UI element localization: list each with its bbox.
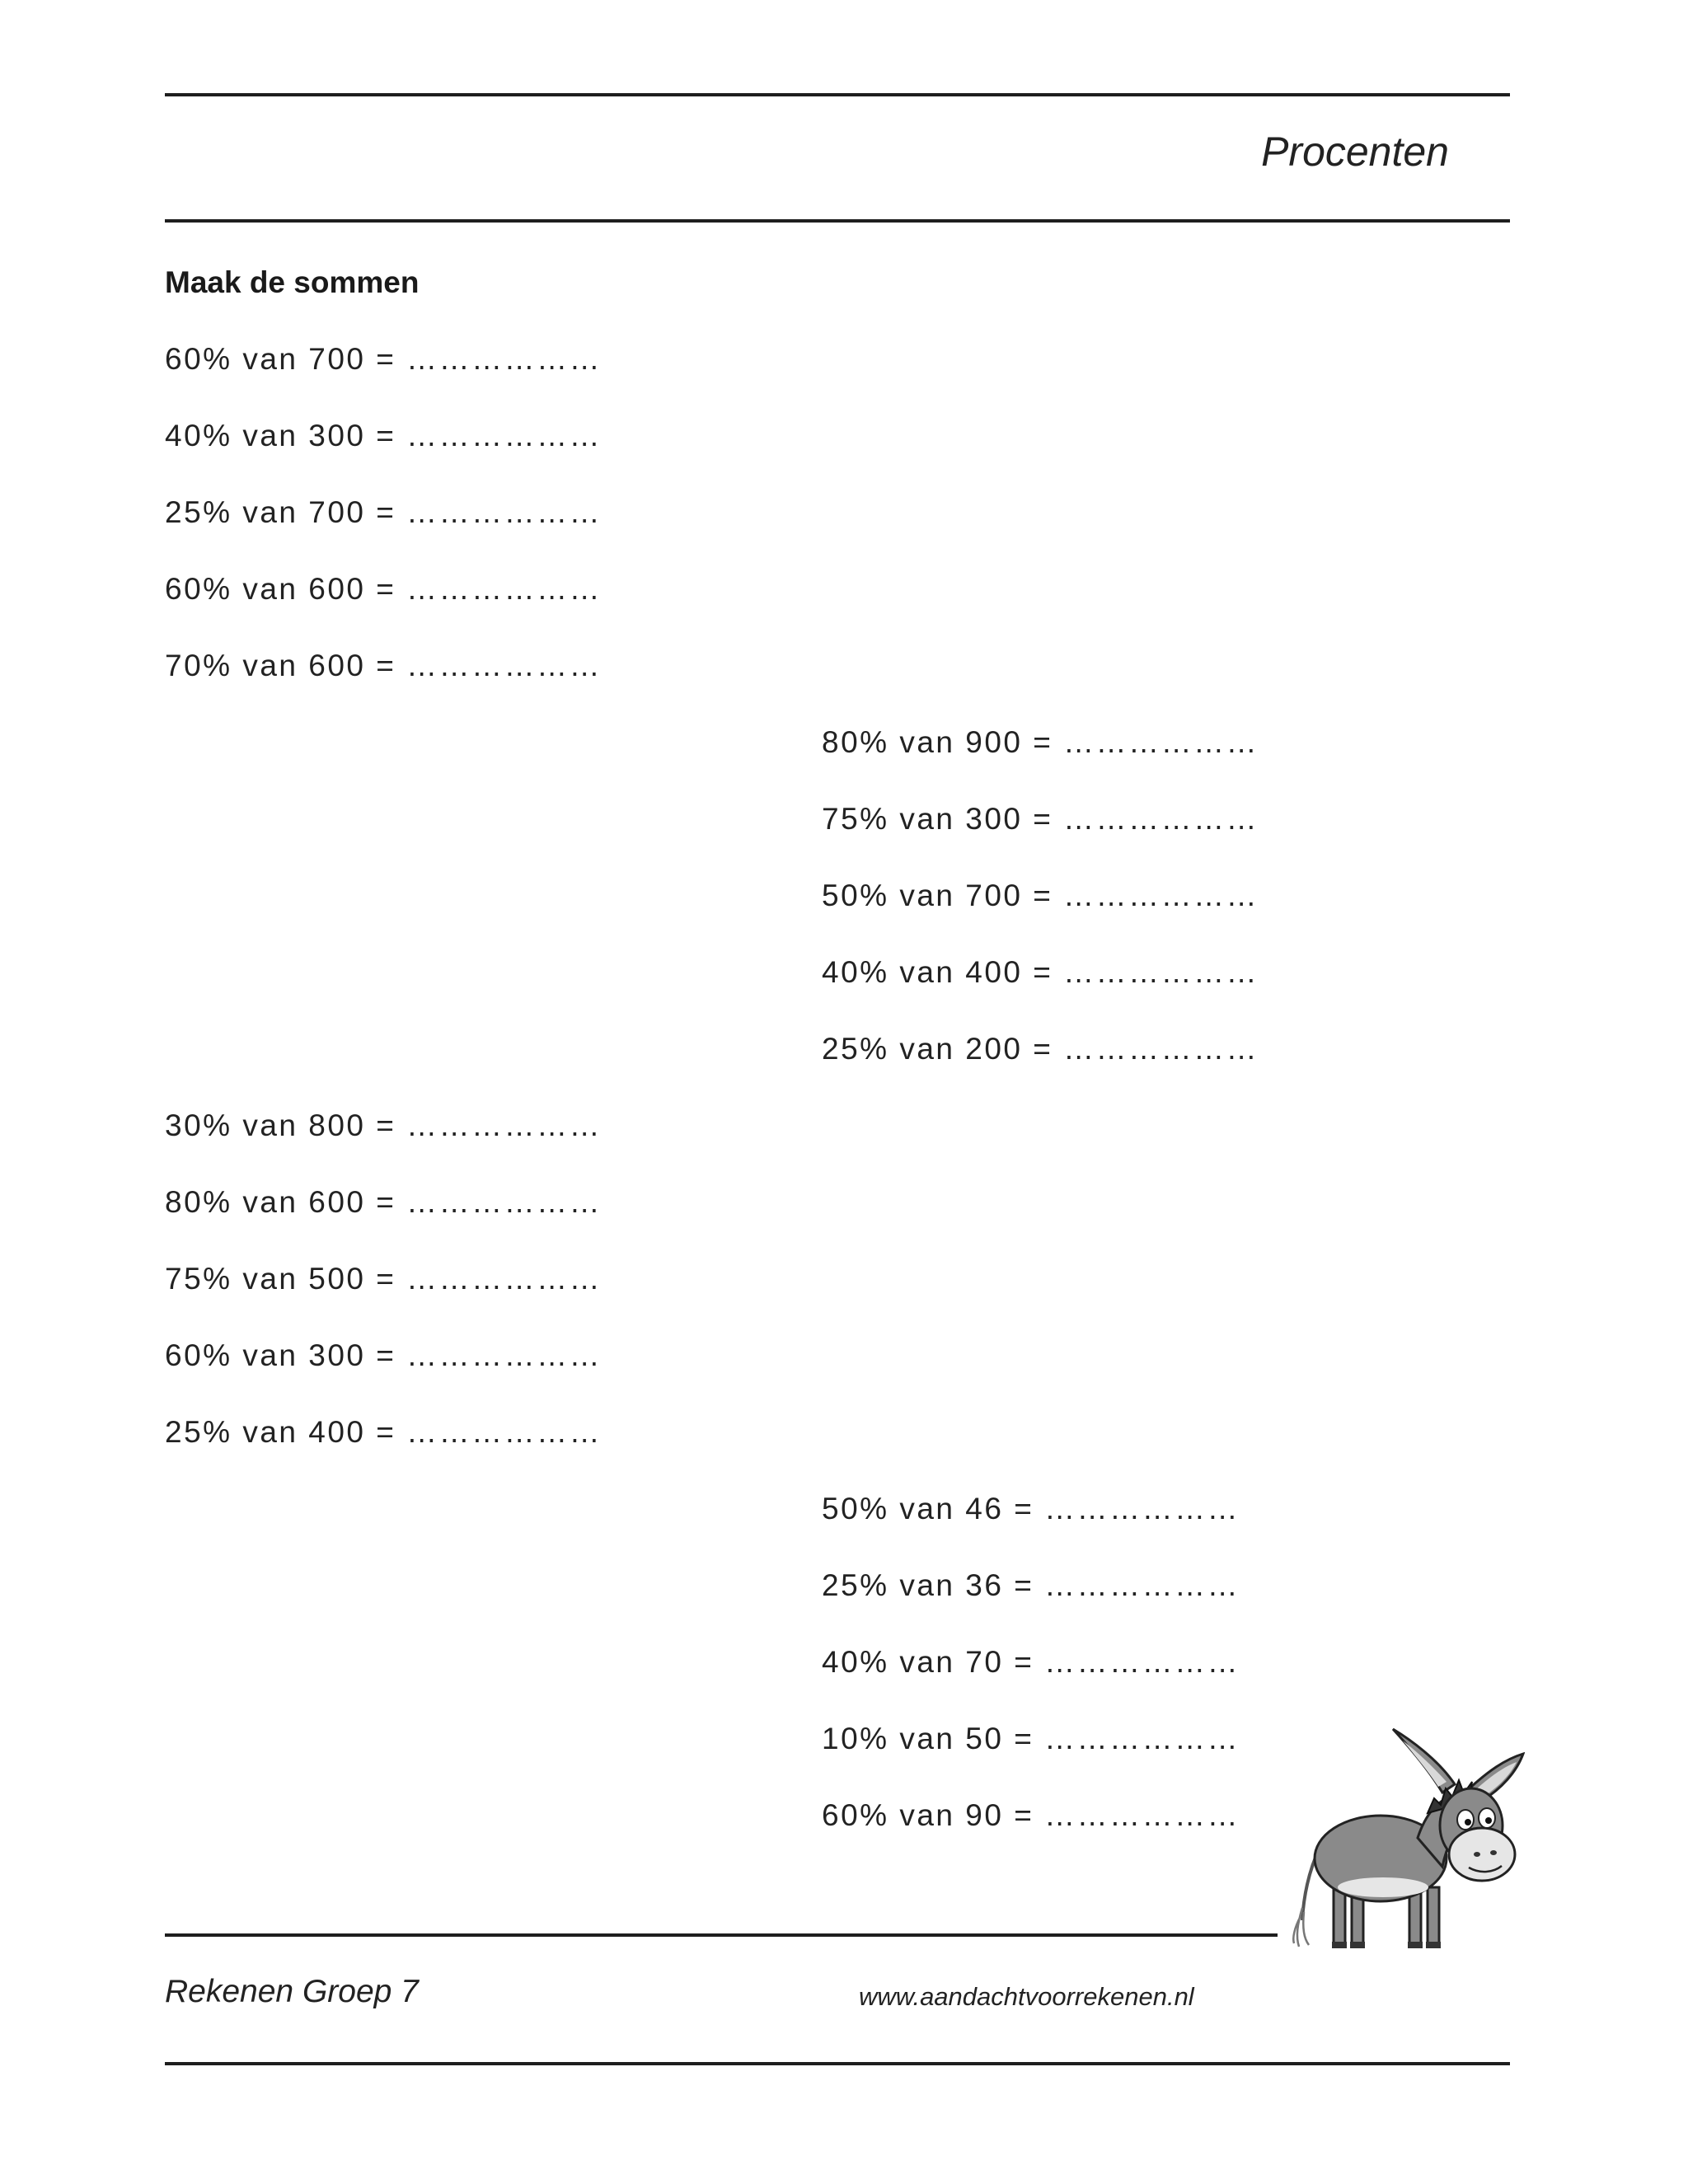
problem-item: 60% van 600 = ………………	[165, 572, 603, 606]
problem-item: 75% van 300 = ………………	[822, 802, 1259, 836]
problem-item: 25% van 400 = ………………	[165, 1415, 603, 1449]
problem-item: 25% van 36 = ………………	[822, 1568, 1240, 1602]
problem-item: 75% van 500 = ………………	[165, 1262, 603, 1296]
problem-item: 40% van 400 = ………………	[822, 955, 1259, 989]
footer-course-label: Rekenen Groep 7	[165, 1974, 419, 2009]
problem-item: 30% van 800 = ………………	[165, 1108, 603, 1142]
problem-item: 70% van 600 = ………………	[165, 649, 603, 682]
problem-item: 40% van 70 = ………………	[822, 1645, 1240, 1679]
problem-item: 60% van 700 = ………………	[165, 342, 603, 376]
instructions-heading: Maak de sommen	[165, 265, 420, 299]
problem-item: 25% van 200 = ………………	[822, 1032, 1259, 1066]
page-title: Procenten	[1261, 129, 1449, 175]
problem-item: 50% van 46 = ………………	[822, 1492, 1240, 1526]
problem-item: 40% van 300 = ………………	[165, 419, 603, 452]
problem-item: 25% van 700 = ………………	[165, 495, 603, 529]
problem-item: 50% van 700 = ………………	[822, 879, 1259, 912]
problem-item: 10% van 50 = ………………	[822, 1722, 1240, 1755]
top-rule	[165, 93, 1510, 96]
problem-item: 80% van 900 = ………………	[822, 725, 1259, 759]
problem-item: 80% van 600 = ………………	[165, 1185, 603, 1219]
header-rule	[165, 219, 1510, 223]
footer-website[interactable]: www.aandachtvoorrekenen.nl	[859, 1982, 1194, 2011]
donkey-illustration	[1286, 1722, 1525, 1953]
footer-rule	[165, 1933, 1278, 1937]
problem-item: 60% van 90 = ………………	[822, 1798, 1240, 1832]
bottom-rule	[165, 2062, 1510, 2065]
problem-item: 60% van 300 = ………………	[165, 1338, 603, 1372]
